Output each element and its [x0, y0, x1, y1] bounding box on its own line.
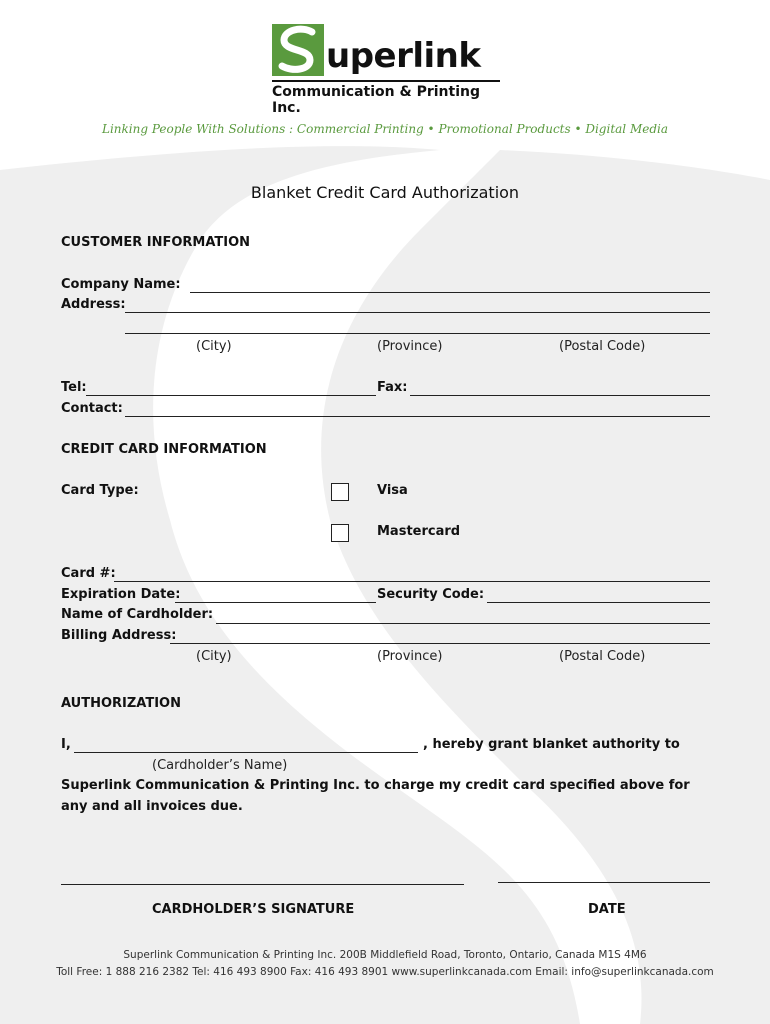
date-label: DATE [588, 902, 626, 917]
form-title: Blanket Credit Card Authorization [250, 183, 520, 202]
signature-label: CARDHOLDER’S SIGNATURE [152, 902, 355, 917]
billing-province-caption: (Province) [377, 649, 443, 664]
cardholder-name-authorization-field[interactable] [74, 752, 418, 753]
cardholder-name-label: Name of Cardholder: [61, 607, 214, 622]
tel-label: Tel: [61, 380, 87, 395]
authorization-body-line2: any and all invoices due. [61, 799, 243, 814]
date-field[interactable] [498, 882, 710, 883]
footer-contact: Toll Free: 1 888 216 2382 Tel: 416 493 8900 Fax: 416 493 8901 www.superlinkcanada.com Email: info@superlinkcanada.com [56, 966, 714, 978]
company-name-field[interactable] [190, 292, 710, 293]
card-number-label: Card #: [61, 566, 116, 581]
logo-wordmark: uperlink [326, 36, 481, 76]
billing-city-caption: (City) [196, 649, 232, 664]
address-field-line2[interactable] [125, 333, 710, 334]
customer-section-heading: CUSTOMER INFORMATION [61, 235, 251, 250]
visa-checkbox[interactable] [331, 483, 349, 501]
visa-label: Visa [377, 483, 408, 498]
card-number-field[interactable] [114, 581, 710, 582]
expiration-date-field[interactable] [175, 602, 376, 603]
contact-label: Contact: [61, 401, 123, 416]
authorization-body-line1: Superlink Communication & Printing Inc. to charge my credit card specified above for [61, 778, 690, 793]
mastercard-label: Mastercard [377, 524, 461, 539]
tel-field[interactable] [86, 395, 376, 396]
address-province-caption: (Province) [377, 339, 443, 354]
signature-field[interactable] [61, 884, 464, 885]
cardholder-name-field[interactable] [216, 623, 710, 624]
billing-address-field[interactable] [170, 643, 710, 644]
card-section-heading: CREDIT CARD INFORMATION [61, 442, 267, 457]
contact-field[interactable] [125, 416, 710, 417]
address-postal-caption: (Postal Code) [559, 339, 646, 354]
company-logo [272, 24, 504, 116]
fax-field[interactable] [410, 395, 710, 396]
address-label: Address: [61, 297, 126, 312]
company-name-label: Company Name: [61, 277, 181, 292]
authorization-i-label: I, [61, 737, 71, 752]
logo-subtitle: Communication & Printing Inc. [272, 84, 480, 116]
footer-address: Superlink Communication & Printing Inc. 200B Middlefield Road, Toronto, Ontario, Canada M1S 4M6 [123, 949, 647, 961]
card-type-label: Card Type: [61, 483, 139, 498]
expiration-date-label: Expiration Date: [61, 587, 181, 602]
security-code-label: Security Code: [377, 587, 485, 602]
grant-text: , hereby grant blanket authority to [423, 737, 680, 752]
tagline: Linking People With Solutions : Commercial Printing • Promotional Products • Digital Media [101, 122, 669, 136]
logo-rule [272, 80, 500, 82]
address-city-caption: (City) [196, 339, 232, 354]
fax-label: Fax: [377, 380, 408, 395]
authorization-section-heading: AUTHORIZATION [61, 696, 181, 711]
address-field[interactable] [125, 312, 710, 313]
mastercard-checkbox[interactable] [331, 524, 349, 542]
logo-mark [272, 24, 324, 76]
billing-address-label: Billing Address: [61, 628, 177, 643]
billing-postal-caption: (Postal Code) [559, 649, 646, 664]
cardholder-name-caption: (Cardholder’s Name) [152, 758, 288, 773]
security-code-field[interactable] [487, 602, 710, 603]
